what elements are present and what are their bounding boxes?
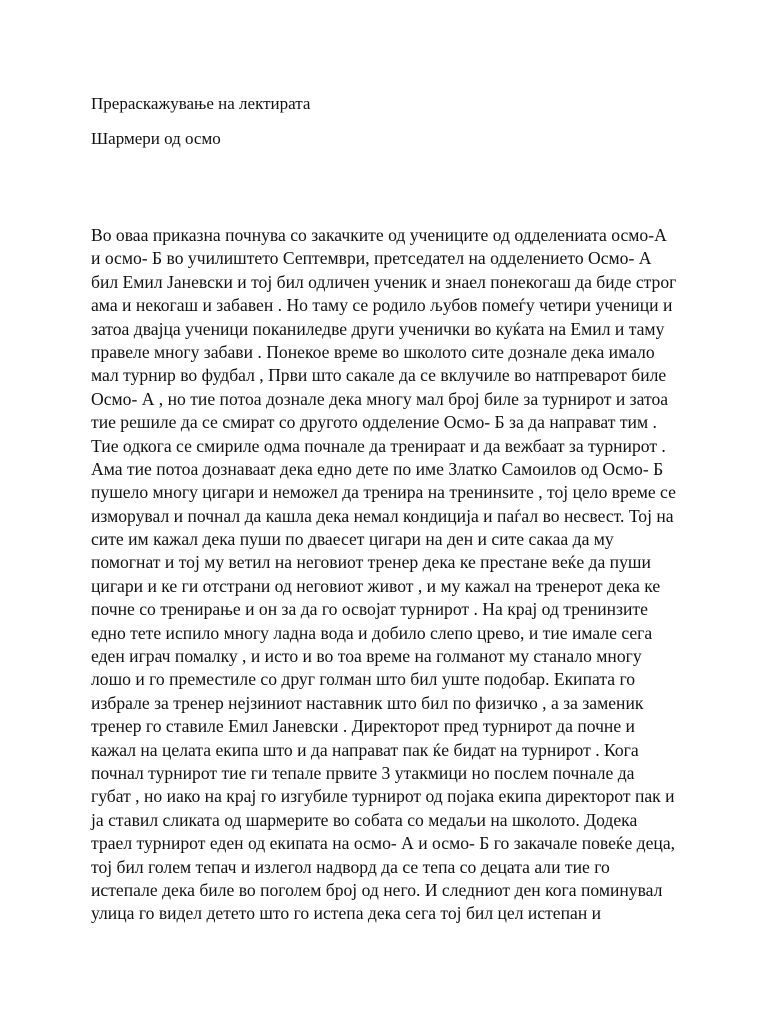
text-line: тој бил голем тепач и излегол надворд да се тепа со децата али тие го — [91, 856, 610, 877]
text-line: Осмо- А , но тие потоа дознале дека многу мал број биле за турнирот и затоа — [91, 388, 669, 409]
text-line: изморувал и почнал да кашла дека немал кондиција и паѓал во несвест. Тој на — [91, 505, 674, 526]
text-line: губат , но иако на крај го изгубиле турнирот од појака екипа директорот пак и — [91, 786, 675, 807]
text-line: бил Емил Јаневски и тој бил одличен ученик и знаел понекогаш да биде строг — [91, 271, 677, 292]
text-line: траел турнирот еден од екипата на осмо- А и осмо- Б го закачале повеќе деца, — [91, 833, 676, 854]
text-line: помогнат и тој му ветил на неговиот тренер дека ке престане веќе да пуши — [91, 552, 651, 573]
text-line: Ама тие потоа дознаваат дека едно дете по име Златко Самоилов од Осмо- Б — [91, 458, 664, 479]
text-line: мал турнир во фудбал , Први што сакале да се вклучиле во натпреварот биле — [91, 365, 667, 386]
text-line: цигари и ке ги отстрани од неговиот живот , и му кажал на тренерот дека ке — [91, 575, 661, 596]
text-line: ја ставил сликата од шармерите во собата со медаљи на школото. Додека — [91, 809, 638, 830]
text-line: тренер го ставиле Емил Јаневски . Директорот пред турнирот да почне и — [91, 716, 635, 737]
text-line: Тие одкога се смириле одма почнале да тренираат и да вежбаат за турнирот . — [91, 435, 666, 456]
text-line: ама и некогаш и забавен . Но таму се родило љубов помеѓу четири ученици и — [91, 295, 673, 316]
text-line: лошо и го преместиле со друг голман што бил уште подобар. Екипата го — [91, 669, 636, 690]
text-line: почне со тренирање и он за да го освојат турнирот . На крај од тренинзите — [91, 599, 648, 620]
text-line: почнал турнирот тие ги тепале првите 3 утакмици но послем почнале да — [91, 762, 635, 783]
text-line: пушело многу цигари и неможел да тренира на тренинѕите , тој цело време се — [91, 482, 676, 503]
text-line: правеле многу забави . Понекое време во школото сите дознале дека имало — [91, 341, 655, 362]
text-line: едно тете испило многу ладна вода и добило слепо црево, и тие имале сега — [91, 622, 653, 643]
text-line: улица го видел детето што го истепа дека сега тој бил цел истепан и — [91, 903, 602, 924]
text-line: избрале за тренер нејзиниот наставник што бил по физичко , а за заменик — [91, 692, 644, 713]
text-line: кажал на целата екипа што и да направат пак ќе бидат на турнирот . Кога — [91, 739, 639, 760]
document-title: Прераскажување на лектирата — [91, 94, 311, 113]
text-line: затоа двајца ученици поканиледве други ученички во куќата на Емил и таму — [91, 318, 665, 339]
text-line: тие решиле да се смират со другото одделение Осмо- Б за да направат тим . — [91, 412, 657, 433]
text-line: сите им кажал дека пуши по дваесет цигари на ден и сите сакаа да му — [91, 529, 614, 550]
text-line: еден играч помалку , и исто и во тоа време на голманот му станало многу — [91, 646, 642, 667]
text-line: Во оваа приказна почнува со закачките од учениците од одделениата осмо-А — [91, 225, 667, 245]
story-text — [91, 224, 691, 926]
text-line: и осмо- Б во училиштето Септември, претседател на одделението Осмо- А — [91, 248, 652, 269]
text-line: истепале дека биле во поголем број од него. И следниот ден кога поминувал — [91, 879, 663, 900]
document-subtitle: Шармери од осмо — [91, 129, 221, 148]
